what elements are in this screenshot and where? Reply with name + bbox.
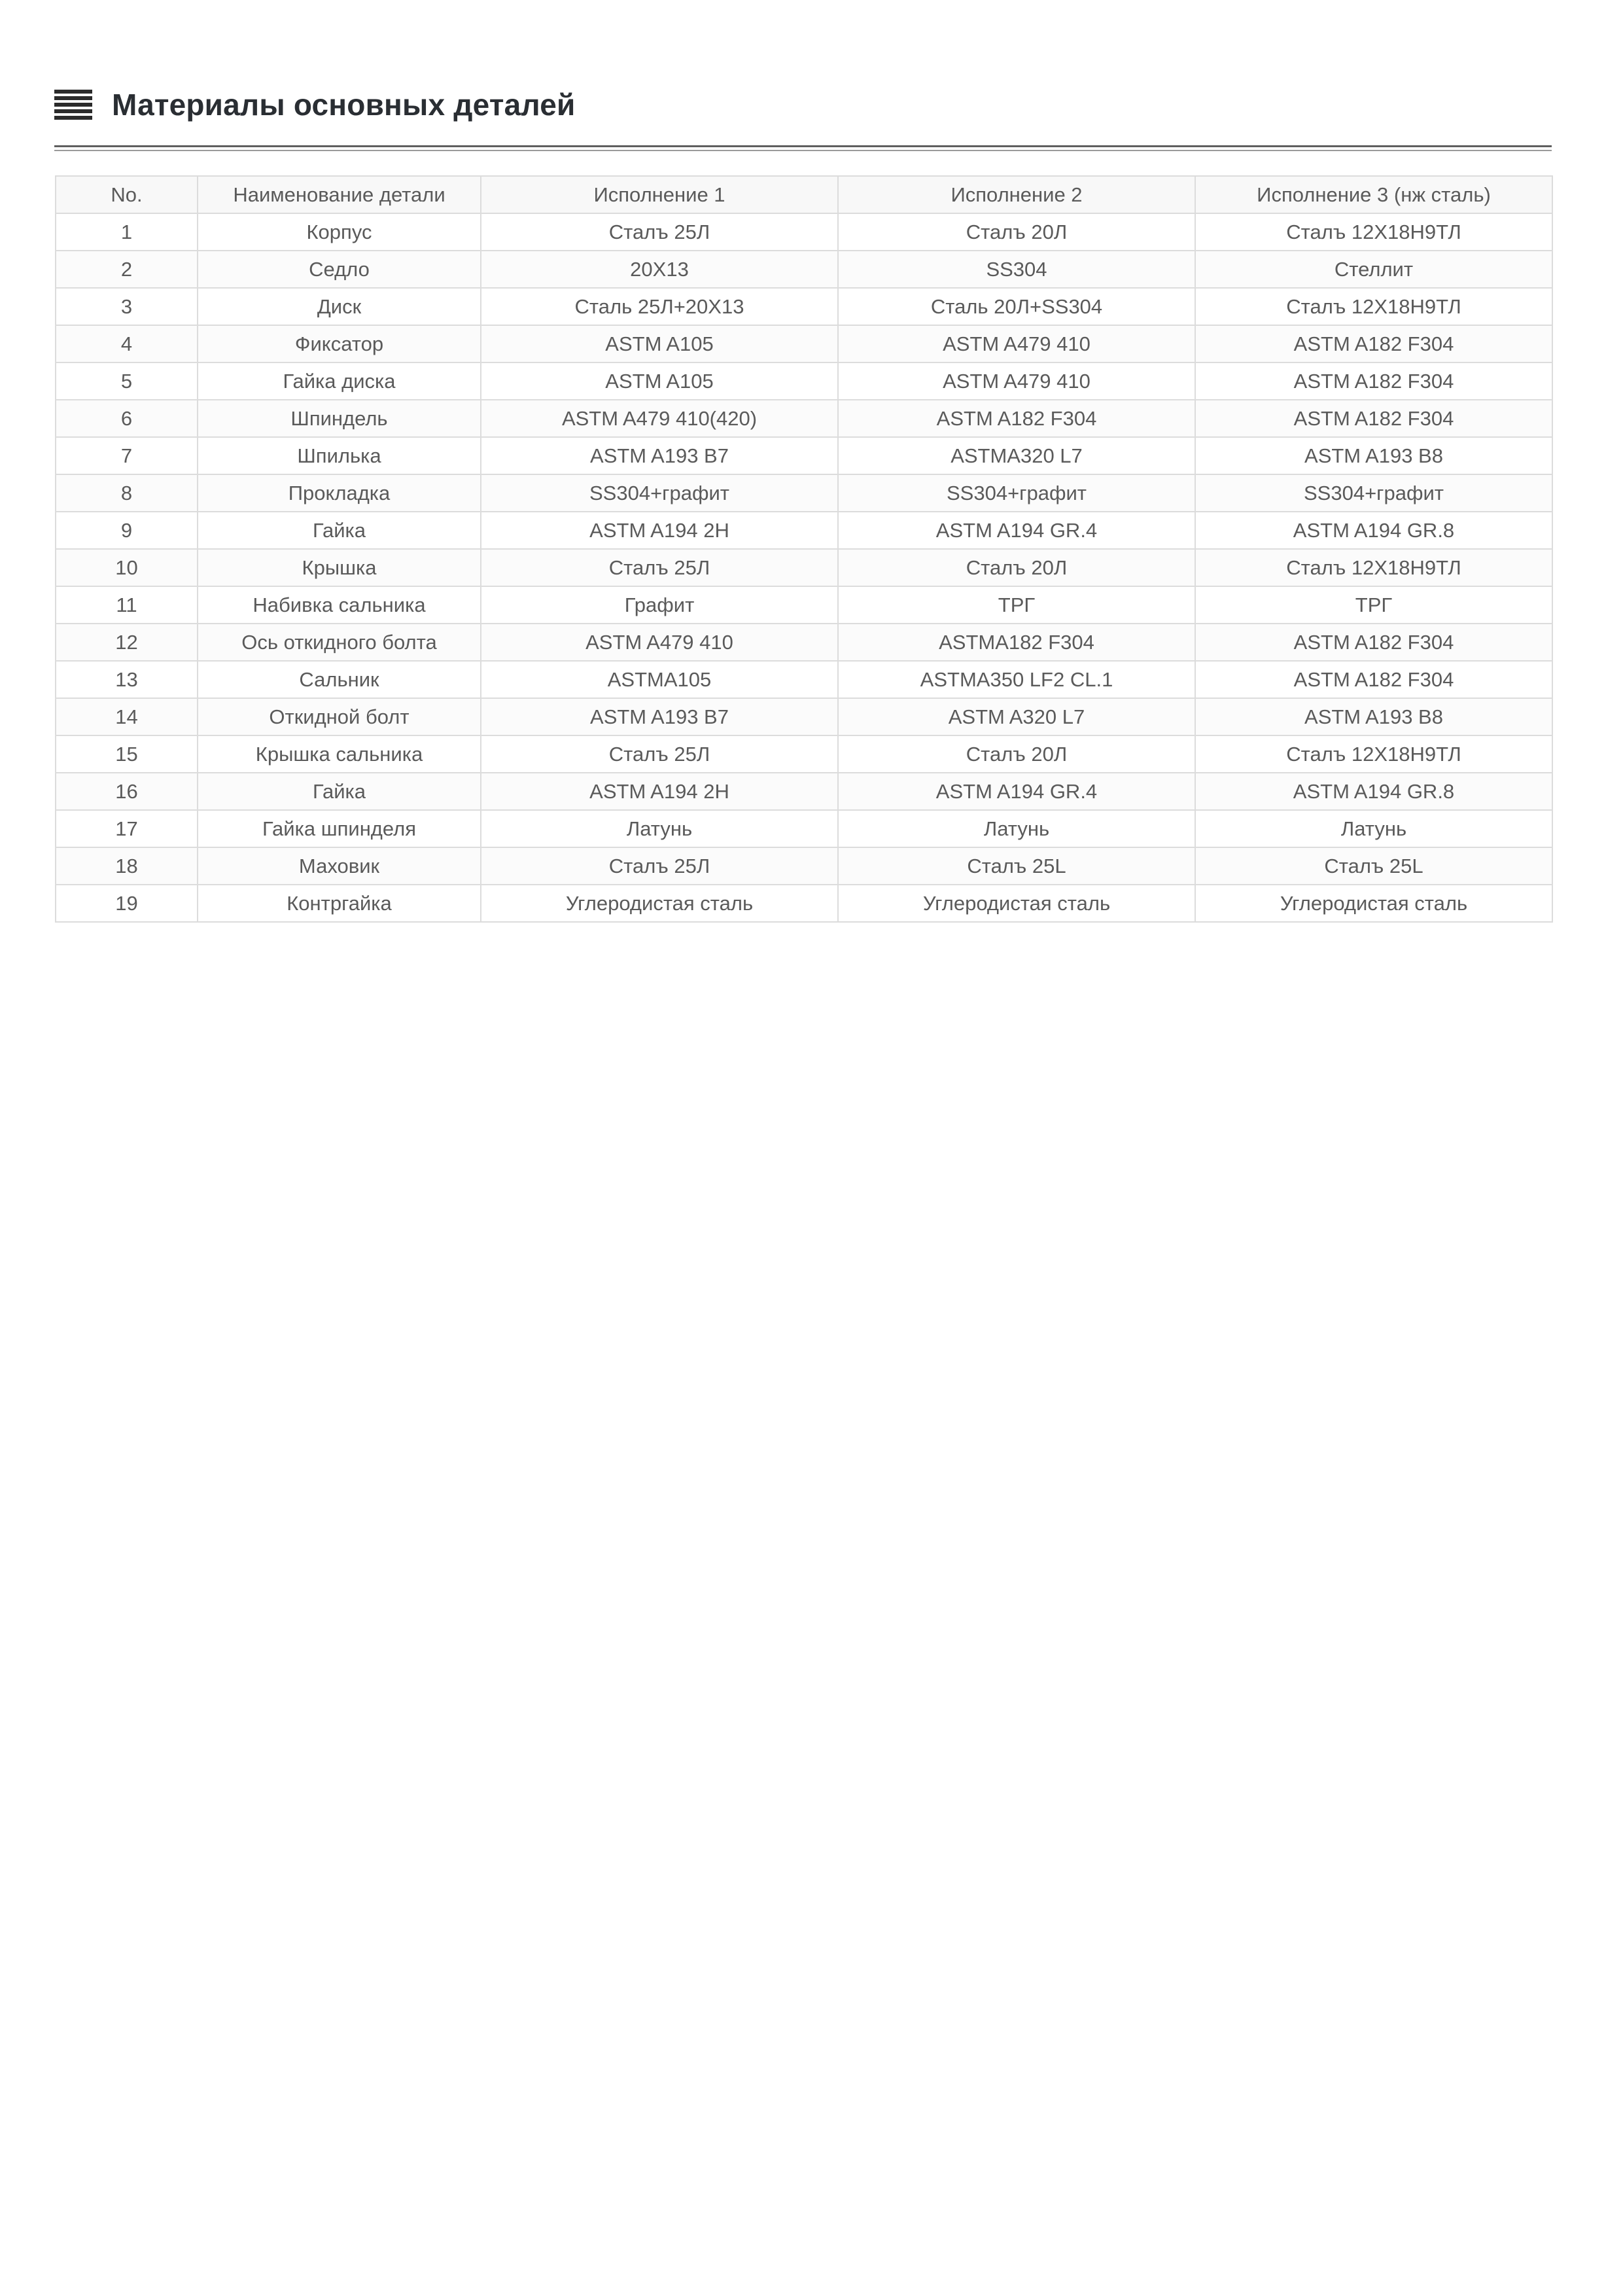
cell-variant-2: ASTM A194 GR.4 — [838, 512, 1195, 549]
cell-variant-3: Сталъ 12Х18Н9ТЛ — [1195, 288, 1552, 325]
cell-variant-1: Сталъ 25Л — [481, 735, 838, 773]
cell-part-name: Набивка сальника — [198, 586, 481, 624]
cell-variant-3: ASTM A194 GR.8 — [1195, 512, 1552, 549]
section-header — [54, 84, 1552, 126]
title-divider — [54, 145, 1552, 152]
cell-variant-3: ТРГ — [1195, 586, 1552, 624]
cell-no: 8 — [56, 474, 198, 512]
cell-no: 4 — [56, 325, 198, 362]
cell-variant-1: Сталъ 25Л — [481, 213, 838, 251]
cell-variant-3: ASTM A182 F304 — [1195, 400, 1552, 437]
cell-variant-1: ASTM A479 410(420) — [481, 400, 838, 437]
cell-no: 13 — [56, 661, 198, 698]
cell-variant-1: ASTM A479 410 — [481, 624, 838, 661]
cell-variant-3: ASTM A182 F304 — [1195, 325, 1552, 362]
cell-part-name: Корпус — [198, 213, 481, 251]
cell-variant-2: Сталъ 25L — [838, 847, 1195, 885]
cell-variant-1: Сталъ 25Л — [481, 847, 838, 885]
cell-variant-2: ASTM A320 L7 — [838, 698, 1195, 735]
cell-part-name: Фиксатор — [198, 325, 481, 362]
cell-variant-3: Сталъ 12Х18Н9ТЛ — [1195, 549, 1552, 586]
cell-part-name: Откидной болт — [198, 698, 481, 735]
cell-variant-2: ASTM A182 F304 — [838, 400, 1195, 437]
cell-no: 10 — [56, 549, 198, 586]
cell-variant-1: Сталь 25Л+20Х13 — [481, 288, 838, 325]
cell-variant-3: ASTM A194 GR.8 — [1195, 773, 1552, 810]
cell-part-name: Гайка шпинделя — [198, 810, 481, 847]
table-row — [56, 400, 1552, 437]
cell-variant-3: ASTM A182 F304 — [1195, 362, 1552, 400]
cell-variant-1: Латунь — [481, 810, 838, 847]
table-row — [56, 810, 1552, 847]
cell-variant-1: ASTM A194 2H — [481, 773, 838, 810]
cell-variant-3: ASTM A182 F304 — [1195, 624, 1552, 661]
cell-variant-3: Сталъ 12Х18Н9ТЛ — [1195, 213, 1552, 251]
cell-variant-2: ASTMA350 LF2 CL.1 — [838, 661, 1195, 698]
cell-part-name: Гайка диска — [198, 362, 481, 400]
header-no: No. — [56, 176, 198, 213]
table-row — [56, 325, 1552, 362]
cell-variant-2: ТРГ — [838, 586, 1195, 624]
cell-variant-1: SS304+графит — [481, 474, 838, 512]
cell-part-name: Диск — [198, 288, 481, 325]
cell-no: 18 — [56, 847, 198, 885]
cell-no: 5 — [56, 362, 198, 400]
cell-part-name: Гайка — [198, 773, 481, 810]
table-row — [56, 288, 1552, 325]
cell-variant-2: Сталъ 20Л — [838, 549, 1195, 586]
cell-variant-1: ASTM A105 — [481, 325, 838, 362]
table-row — [56, 474, 1552, 512]
cell-variant-1: 20Х13 — [481, 251, 838, 288]
table-header-row — [56, 176, 1552, 213]
table-row — [56, 661, 1552, 698]
cell-variant-2: ASTM A194 GR.4 — [838, 773, 1195, 810]
list-icon — [54, 90, 92, 120]
cell-part-name: Контргайка — [198, 885, 481, 922]
table-body — [56, 213, 1552, 922]
cell-variant-2: ASTMA320 L7 — [838, 437, 1195, 474]
table-row — [56, 885, 1552, 922]
cell-variant-2: Углеродистая сталь — [838, 885, 1195, 922]
table-row — [56, 773, 1552, 810]
materials-table — [55, 175, 1553, 923]
cell-part-name: Ось откидного болта — [198, 624, 481, 661]
table-row — [56, 549, 1552, 586]
cell-variant-2: Сталъ 20Л — [838, 213, 1195, 251]
cell-variant-2: Латунь — [838, 810, 1195, 847]
cell-variant-1: Графит — [481, 586, 838, 624]
table-row — [56, 437, 1552, 474]
cell-variant-1: ASTM A105 — [481, 362, 838, 400]
table-row — [56, 213, 1552, 251]
cell-variant-3: Сталъ 25L — [1195, 847, 1552, 885]
cell-no: 19 — [56, 885, 198, 922]
cell-no: 6 — [56, 400, 198, 437]
cell-part-name: Прокладка — [198, 474, 481, 512]
cell-part-name: Сальник — [198, 661, 481, 698]
cell-variant-3: Латунь — [1195, 810, 1552, 847]
cell-variant-2: SS304 — [838, 251, 1195, 288]
cell-part-name: Маховик — [198, 847, 481, 885]
cell-no: 11 — [56, 586, 198, 624]
cell-variant-2: ASTM A479 410 — [838, 362, 1195, 400]
cell-part-name: Шпиндель — [198, 400, 481, 437]
cell-variant-1: Углеродистая сталь — [481, 885, 838, 922]
cell-variant-2: ASTM A479 410 — [838, 325, 1195, 362]
cell-variant-3: ASTM A193 B8 — [1195, 698, 1552, 735]
cell-no: 7 — [56, 437, 198, 474]
cell-no: 15 — [56, 735, 198, 773]
cell-variant-3: ASTM A182 F304 — [1195, 661, 1552, 698]
cell-variant-3: SS304+графит — [1195, 474, 1552, 512]
cell-variant-3: ASTM A193 B8 — [1195, 437, 1552, 474]
cell-no: 17 — [56, 810, 198, 847]
table-row — [56, 586, 1552, 624]
cell-no: 1 — [56, 213, 198, 251]
header-part-name: Наименование детали — [198, 176, 481, 213]
cell-part-name: Шпилька — [198, 437, 481, 474]
table-row — [56, 512, 1552, 549]
cell-part-name: Крышка — [198, 549, 481, 586]
table-row — [56, 698, 1552, 735]
cell-no: 12 — [56, 624, 198, 661]
cell-variant-2: Сталь 20Л+SS304 — [838, 288, 1195, 325]
table-row — [56, 251, 1552, 288]
cell-variant-1: ASTM A193 B7 — [481, 437, 838, 474]
cell-part-name: Крышка сальника — [198, 735, 481, 773]
cell-variant-1: ASTM A194 2H — [481, 512, 838, 549]
cell-variant-3: Углеродистая сталь — [1195, 885, 1552, 922]
cell-variant-1: Сталъ 25Л — [481, 549, 838, 586]
cell-no: 3 — [56, 288, 198, 325]
cell-variant-1: ASTMA105 — [481, 661, 838, 698]
cell-variant-2: ASTMA182 F304 — [838, 624, 1195, 661]
table-row — [56, 624, 1552, 661]
cell-variant-3: Сталъ 12Х18Н9ТЛ — [1195, 735, 1552, 773]
header-variant-1: Исполнение 1 — [481, 176, 838, 213]
header-variant-3: Исполнение 3 (нж сталь) — [1195, 176, 1552, 213]
cell-variant-1: ASTM A193 B7 — [481, 698, 838, 735]
table-row — [56, 362, 1552, 400]
cell-part-name: Гайка — [198, 512, 481, 549]
cell-no: 16 — [56, 773, 198, 810]
cell-no: 9 — [56, 512, 198, 549]
header-variant-2: Исполнение 2 — [838, 176, 1195, 213]
table-row — [56, 847, 1552, 885]
table-row — [56, 735, 1552, 773]
cell-variant-2: SS304+графит — [838, 474, 1195, 512]
cell-part-name: Седло — [198, 251, 481, 288]
cell-variant-2: Сталъ 20Л — [838, 735, 1195, 773]
cell-variant-3: Стеллит — [1195, 251, 1552, 288]
cell-no: 14 — [56, 698, 198, 735]
section-title: Материалы основных деталей — [112, 88, 576, 122]
cell-no: 2 — [56, 251, 198, 288]
